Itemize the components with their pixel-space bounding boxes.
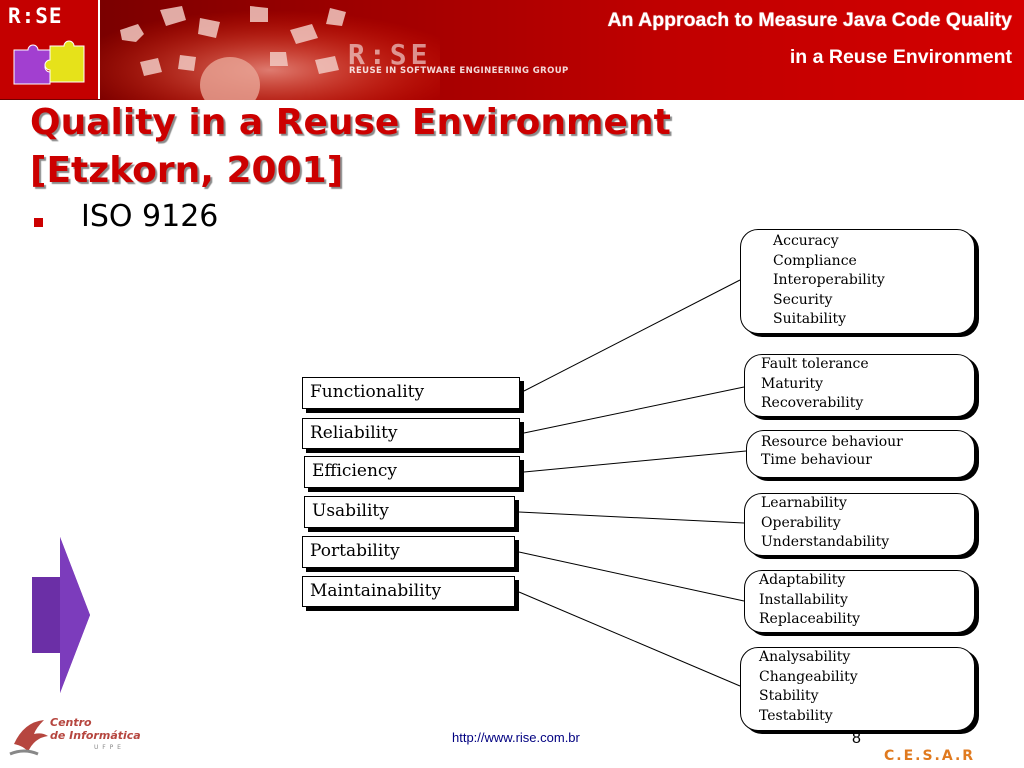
centro-informatica-logo (6, 714, 141, 762)
subcharacteristic: Compliance (773, 252, 857, 269)
subcharacteristic: Operability (761, 514, 841, 531)
presentation-title-line1: An Approach to Measure Java Code Quality (607, 9, 1012, 31)
banner-subtitle: REUSE IN SOFTWARE ENGINEERING GROUP (349, 66, 569, 76)
subcharacteristic: Installability (759, 591, 848, 608)
cin-logo-icon (6, 714, 50, 760)
subcharacteristics-reliability (744, 354, 975, 417)
subcharacteristic: Maturity (761, 375, 824, 392)
subcharacteristic: Changeability (759, 668, 858, 685)
banner-rise-text: R:SE (348, 38, 432, 71)
slide-title-line2: [Etzkorn, 2001] (30, 150, 344, 191)
subcharacteristics-maintainability (740, 647, 975, 731)
presentation-title-line2: in a Reuse Environment (789, 46, 1012, 68)
connector-line (519, 512, 744, 523)
characteristic-portability: Portability (302, 536, 515, 568)
cin-logo-line1: Centro (50, 716, 92, 729)
connector-line (519, 552, 744, 601)
subcharacteristic: Interoperability (773, 272, 885, 288)
connector-line (524, 387, 744, 433)
characteristic-maintainability: Maintainability (302, 576, 515, 607)
subcharacteristic: Fault tolerance (761, 356, 869, 372)
subcharacteristic: Security (773, 291, 833, 308)
subcharacteristic: Replaceability (759, 611, 861, 627)
cin-logo-line3: U F P E (94, 744, 122, 751)
characteristic-efficiency: Efficiency (304, 456, 520, 488)
subcharacteristic: Adaptability (759, 572, 846, 588)
subcharacteristic: Suitability (773, 311, 846, 327)
connector-line (524, 280, 740, 391)
subcharacteristic: Analysability (759, 649, 851, 665)
slide-title-line1: Quality in a Reuse Environment (30, 102, 671, 143)
connector-line (524, 451, 746, 472)
subcharacteristic: Stability (759, 688, 819, 704)
connector-line (519, 592, 740, 686)
subcharacteristic: Recoverability (761, 395, 864, 411)
subcharacteristic: Learnability (761, 495, 847, 511)
subcharacteristic: Time behaviour (761, 452, 872, 468)
subcharacteristics-portability (744, 570, 975, 633)
subcharacteristic: Testability (759, 707, 833, 724)
rise-logo-text: R:SE (8, 4, 63, 28)
subcharacteristic: Accuracy (773, 233, 839, 249)
subcharacteristics-functionality (740, 229, 975, 334)
cesar-logo: C.E.S.A.R (884, 748, 976, 764)
subcharacteristics-efficiency (746, 430, 975, 478)
cin-logo-line2: de Informática (50, 729, 141, 742)
purple-arrow-icon (32, 537, 90, 693)
bullet-text: ISO 9126 (81, 199, 219, 234)
characteristic-reliability: Reliability (302, 418, 520, 449)
subcharacteristic: Resource behaviour (761, 434, 903, 450)
subcharacteristic: Understandability (761, 534, 890, 550)
subcharacteristics-usability (744, 493, 975, 556)
characteristic-usability: Usability (304, 496, 515, 528)
footer-url[interactable]: http://www.rise.com.br (452, 730, 580, 745)
page-number: 8 (852, 730, 861, 747)
characteristic-functionality: Functionality (302, 377, 520, 409)
